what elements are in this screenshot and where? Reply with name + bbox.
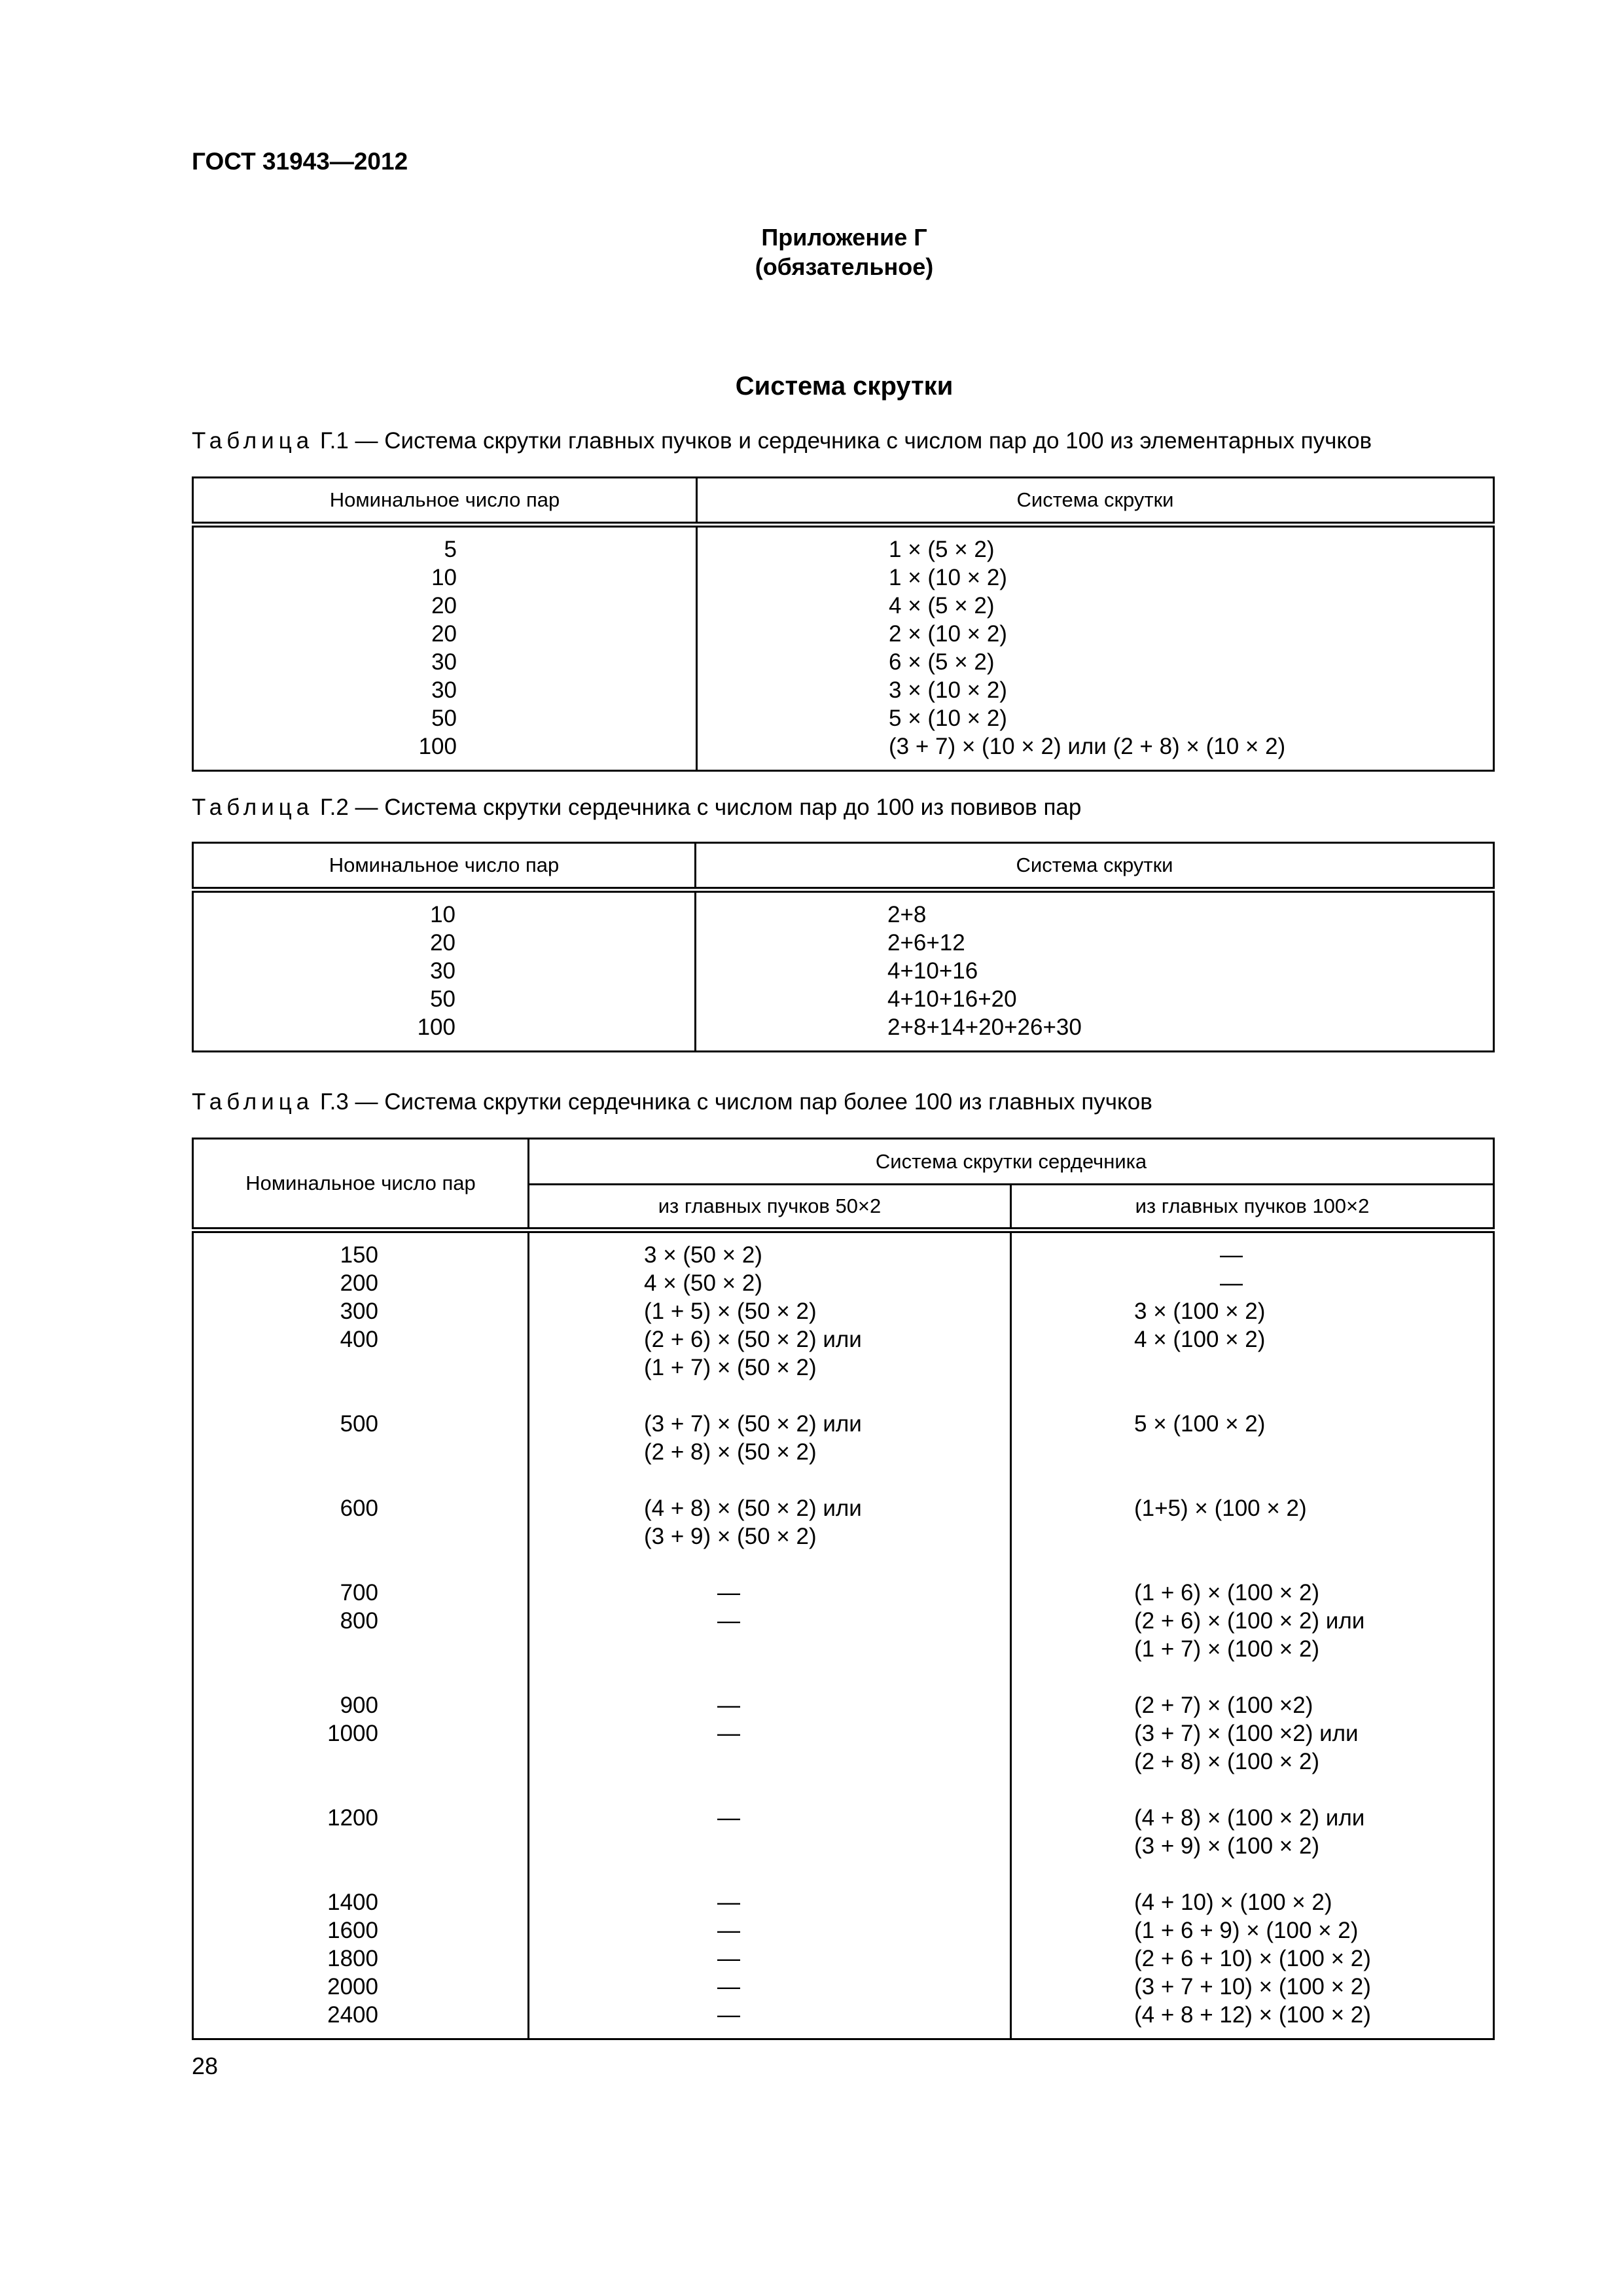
table1-system-value: 2 × (10 × 2) <box>889 621 1007 647</box>
table3-bundles-50-value <box>644 1776 1010 1804</box>
appendix-title: Приложение Г <box>761 224 927 251</box>
table2-system-value: 4+10+16 <box>887 958 978 984</box>
table1-system-value: 3 × (10 × 2) <box>889 677 1007 703</box>
table3-caption-word: Таблица <box>192 1089 314 1115</box>
table3-pairs-value: 2000 <box>327 1974 378 2000</box>
table1-system-value: (3 + 7) × (10 × 2) или (2 + 8) × (10 × 2) <box>889 734 1286 759</box>
table3 <box>192 1138 1495 2040</box>
table3-bundles-100-value: (2 + 8) × (100 × 2) <box>1134 1749 1320 1774</box>
table3-bundles-50-value: (2 + 8) × (50 × 2) <box>644 1439 817 1465</box>
table3-bundles-50-value <box>644 1748 1010 1776</box>
table3-bundles-100-value <box>1134 1551 1493 1579</box>
table3-pairs-value <box>194 1438 527 1466</box>
table1-header-pairs: Номинальное число пар <box>193 478 697 525</box>
table3-pairs-value: 700 <box>340 1580 378 1605</box>
table3-pairs-value: 600 <box>340 1496 378 1521</box>
table3-bundles-100-value <box>1134 1466 1493 1494</box>
table1-system-column <box>697 525 1494 771</box>
table1-pairs-value: 10 <box>431 565 457 590</box>
table3-pairs-value <box>194 1551 527 1579</box>
table2-system-value: 4+10+16+20 <box>887 986 1017 1012</box>
table2-pairs-value: 50 <box>430 986 455 1012</box>
table2-system-value: 2+8 <box>887 902 927 927</box>
table3-bundles-50-value <box>644 1663 1010 1691</box>
table3-pairs-value: 300 <box>340 1299 378 1324</box>
table3-bundles-50-value <box>644 1551 1010 1579</box>
table3-bundles-100-value <box>1134 1663 1493 1691</box>
table2-system-value: 2+6+12 <box>887 930 965 956</box>
table3-bundles-50-value: (3 + 9) × (50 × 2) <box>644 1524 817 1549</box>
table3-pairs-value: 800 <box>340 1608 378 1634</box>
table1-caption <box>192 428 1372 454</box>
table3-pairs-value <box>194 1832 527 1860</box>
table3-pairs-value: 150 <box>340 1242 378 1268</box>
table2-pairs-column <box>193 890 696 1052</box>
table2-system-value: 2+8+14+20+26+30 <box>887 1014 1082 1040</box>
table1-system-value: 4 × (5 × 2) <box>889 593 995 619</box>
table3-pairs-value <box>194 1635 527 1663</box>
table3-pairs-value <box>194 1776 527 1804</box>
table1-pairs-column <box>193 525 697 771</box>
table3-bundles-100-value: 3 × (100 × 2) <box>1134 1299 1266 1324</box>
table3-bundles-100-value: (1 + 6 + 9) × (100 × 2) <box>1134 1918 1359 1943</box>
table3-bundles-100-value <box>1134 1860 1493 1888</box>
table3-bundles-50-value <box>644 1860 1010 1888</box>
table3-bundles-50-value: (3 + 7) × (50 × 2) или <box>644 1411 862 1437</box>
table3-bundles-100-value: (3 + 9) × (100 × 2) <box>1134 1833 1320 1859</box>
table3-bundles-100-value: 5 × (100 × 2) <box>1134 1411 1266 1437</box>
table3-bundles-100-value: — <box>1220 1242 1243 1268</box>
table3-bundles-100-value: (2 + 7) × (100 ×2) <box>1134 1693 1313 1718</box>
document-code: ГОСТ 31943—2012 <box>192 148 408 175</box>
table3-pairs-value: 900 <box>340 1693 378 1718</box>
appendix-note: (обязательное) <box>755 253 934 280</box>
table2-system-column <box>696 890 1494 1052</box>
table2-pairs-value: 30 <box>430 958 455 984</box>
page-number: 28 <box>192 2053 219 2079</box>
table1-system-value: 6 × (5 × 2) <box>889 649 995 675</box>
table3-bundles-50-value: — <box>717 1693 740 1718</box>
table3-bundles-100-value: (1 + 7) × (100 × 2) <box>1134 1636 1320 1662</box>
table1-system-value: 1 × (5 × 2) <box>889 537 995 562</box>
table3-bundles-100-value: (4 + 10) × (100 × 2) <box>1134 1890 1332 1915</box>
table3-bundles-50-value <box>644 1466 1010 1494</box>
table3-caption-text: Г.3 — Система скрутки сердечника с числом пар более 100 из главных пучков <box>313 1089 1152 1115</box>
table3-pairs-value: 500 <box>340 1411 378 1437</box>
table1-pairs-value: 20 <box>431 593 457 619</box>
table3-bundles-50-value <box>644 1382 1010 1410</box>
table3-bundles-50-value: — <box>717 1580 740 1605</box>
appendix-heading <box>0 223 1623 281</box>
table3-bundles-50-value: 3 × (50 × 2) <box>644 1242 762 1268</box>
table3-bundles-50-value: — <box>717 2002 740 2028</box>
table3-bundles-50-value: (2 + 6) × (50 × 2) или <box>644 1327 862 1352</box>
table2-header-system: Система скрутки <box>696 843 1494 890</box>
table3-pairs-value: 1000 <box>327 1721 378 1746</box>
table1-pairs-value: 100 <box>418 734 457 759</box>
table3-bundles-50-value: (4 + 8) × (50 × 2) или <box>644 1496 862 1521</box>
table3-bundles-100-value: 4 × (100 × 2) <box>1134 1327 1266 1352</box>
table1-pairs-value: 20 <box>431 621 457 647</box>
table3-bundles-100-value: — <box>1220 1270 1243 1296</box>
table3-pairs-value: 1600 <box>327 1918 378 1943</box>
table3-pairs-value: 200 <box>340 1270 378 1296</box>
table3-bundles-50-value: (1 + 5) × (50 × 2) <box>644 1299 817 1324</box>
table3-bundles-50-value: — <box>717 1805 740 1831</box>
table3-pairs-value: 1400 <box>327 1890 378 1915</box>
table1-pairs-value: 30 <box>431 649 457 675</box>
table3-header-bundles-50: из главных пучков 50×2 <box>529 1185 1011 1230</box>
table3-bundles-100-value: (1+5) × (100 × 2) <box>1134 1496 1307 1521</box>
table3-bundles-50-value: — <box>717 1946 740 1971</box>
table3-caption <box>192 1089 1152 1115</box>
table3-bundles-100-value <box>1134 1382 1493 1410</box>
table3-bundles-100-value: (3 + 7) × (100 ×2) или <box>1134 1721 1359 1746</box>
table1-system-value: 5 × (10 × 2) <box>889 706 1007 731</box>
table1-caption-text: Г.1 — Система скрутки главных пучков и сердечника с числом пар до 100 из элементарных пучков <box>313 428 1372 454</box>
table3-pairs-value <box>194 1522 527 1551</box>
table3-pairs-value <box>194 1354 527 1382</box>
table3-bundles-50-value: 4 × (50 × 2) <box>644 1270 762 1296</box>
table1-caption-word: Таблица <box>192 428 314 454</box>
table3-bundles-100-value: (1 + 6) × (100 × 2) <box>1134 1580 1320 1605</box>
table3-header-pairs: Номинальное число пар <box>193 1139 529 1230</box>
table2-caption-word: Таблица <box>192 795 314 820</box>
table3-bundles-100-value <box>1134 1438 1493 1466</box>
table3-bundles-100-value: (2 + 6) × (100 × 2) или <box>1134 1608 1365 1634</box>
table3-pairs-value: 1200 <box>327 1805 378 1831</box>
table3-bundles-100-value: (4 + 8) × (100 × 2) или <box>1134 1805 1365 1831</box>
table3-pairs-value <box>194 1860 527 1888</box>
table3-bundles-50-value: — <box>717 1974 740 2000</box>
table3-pairs-value <box>194 1466 527 1494</box>
table3-pairs-value: 2400 <box>327 2002 378 2028</box>
table3-pairs-value <box>194 1663 527 1691</box>
table1-pairs-value: 5 <box>444 537 457 562</box>
section-title: Система скрутки <box>735 372 954 401</box>
table2-header-pairs: Номинальное число пар <box>193 843 696 890</box>
table3-bundles-50-value <box>644 1832 1010 1860</box>
table3-bundles-50-value: (1 + 7) × (50 × 2) <box>644 1355 817 1380</box>
table3-header-bundles-100: из главных пучков 100×2 <box>1011 1185 1494 1230</box>
table3-bundles-50-value: — <box>717 1721 740 1746</box>
table3-bundles-50-value: — <box>717 1608 740 1634</box>
table3-bundles-100-column <box>1011 1230 1494 2039</box>
table1-pairs-value: 30 <box>431 677 457 703</box>
table3-pairs-value: 400 <box>340 1327 378 1352</box>
table3-pairs-column <box>193 1230 529 2039</box>
table1-system-value: 1 × (10 × 2) <box>889 565 1007 590</box>
table1-pairs-value: 50 <box>431 706 457 731</box>
table3-bundles-50-column <box>529 1230 1011 2039</box>
table2-pairs-value: 20 <box>430 930 455 956</box>
table3-pairs-value <box>194 1748 527 1776</box>
table2-pairs-value: 100 <box>417 1014 455 1040</box>
table1-header-system: Система скрутки <box>697 478 1494 525</box>
table3-bundles-100-value <box>1134 1354 1493 1382</box>
table3-bundles-100-value: (4 + 8 + 12) × (100 × 2) <box>1134 2002 1371 2028</box>
table3-pairs-value <box>194 1382 527 1410</box>
table3-pairs-value: 1800 <box>327 1946 378 1971</box>
table3-bundles-100-value <box>1134 1776 1493 1804</box>
table3-bundles-50-value: — <box>717 1890 740 1915</box>
table3-bundles-50-value: — <box>717 1918 740 1943</box>
table3-bundles-50-value <box>644 1635 1010 1663</box>
table3-bundles-100-value <box>1134 1522 1493 1551</box>
table3-header-group: Система скрутки сердечника <box>529 1139 1494 1185</box>
table2-caption <box>192 795 1081 821</box>
table1 <box>192 476 1495 772</box>
table2-pairs-value: 10 <box>430 902 455 927</box>
table2-caption-text: Г.2 — Система скрутки сердечника с числом пар до 100 из повивов пар <box>313 795 1082 820</box>
table2 <box>192 842 1495 1052</box>
table3-bundles-100-value: (3 + 7 + 10) × (100 × 2) <box>1134 1974 1371 2000</box>
table3-bundles-100-value: (2 + 6 + 10) × (100 × 2) <box>1134 1946 1371 1971</box>
